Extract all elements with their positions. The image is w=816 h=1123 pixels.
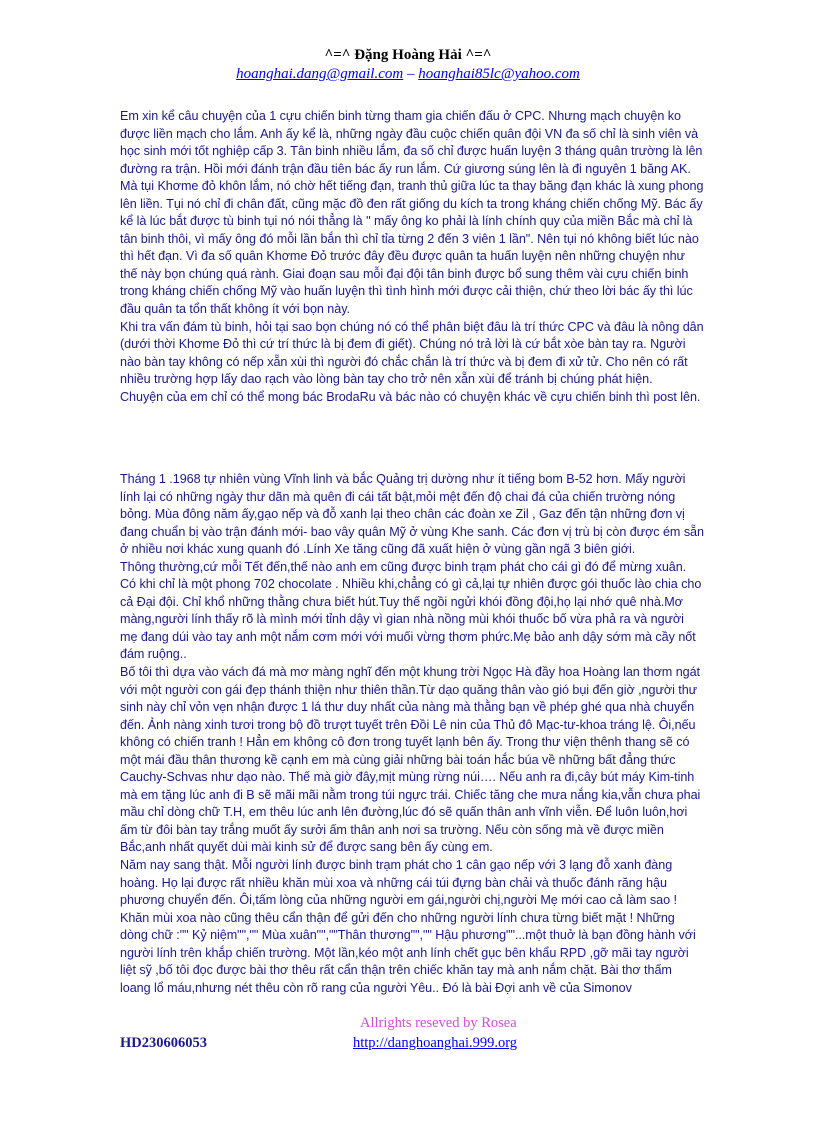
- document-header: [0, 46, 816, 84]
- email-link-gmail[interactable]: hoanghai.dang@gmail.com: [236, 66, 404, 82]
- document-code: HD230606053: [120, 1035, 207, 1051]
- email-link-yahoo[interactable]: hoanghai85lc@yahoo.com: [418, 66, 580, 82]
- paragraph: Em xin kể câu chuyện của 1 cựu chiến binh từng tham gia chiến đấu ở CPC. Nhưng mạch chuyện ko được liền mạch cho lắm. Anh ấy kể là, những ngày đầu cuộc chiến quân đội VN đa số chỉ là sinh viên và học sinh mới tốt nghiệp cấp 3. Tân binh nhiều lắm, đa số chỉ được huấn luyện 3 tháng quân trường là lên đường ra trận. Hồi mới đánh trận đầu tiên bác ấy run lắm. Cứ giương súng lên là đi nguyên 1 băng AK. Mà tụi Khơme đỏ khôn lắm, nó chờ hết tiếng đạn, tranh thủ giữa lúc ta thay băng đạn khác là xung phong lên liền. Tụi nó chỉ đi chân đất, cũng mặc đồ đen rất giống du kích ta trong kháng chiến chống Mỹ. Bác ấy kể là lúc bắt được tù binh tụi nó nói thẳng là " mấy ông ko phải là lính chính quy của miền Bắc mà chỉ là tân binh thôi, vì mấy ông đó mỗi lần bắn thì chỉ tỉa từng 2 đến 3 viên 1 lần". Nên tụi nó không biết lúc nào thì hết đạn. Vì đa số quân Khơme Đỏ trước đây đều được quân ta huấn luyện nên những chuyện như thế này bọn chúng quá rành. Giai đoạn sau mỗi đại đội tân binh được bổ sung thêm vài cựu chiến binh trong kháng chiến chống Mỹ vào huấn luyện thì tình hình mới được cải thiện, chứ theo lời bác ấy thì lúc đầu quân ta tổn thất không ít với bọn này.: [120, 109, 704, 317]
- story-section-1968: [120, 471, 704, 997]
- paragraph: Thông thường,cứ mỗi Tết đến,thế nào anh em cũng được binh trạm phát cho cái gì đó để mừng xuân. Có khi chỉ là một phong 702 chocolate . Nhiều khi,chẳng có gì cả,lại tự nhiên được gói thuốc lào chia cho cả Đại đội. Chỉ khổ những thằng chưa biết hút.Tuy thế ngồi ngửi khói đồng đội,họ lại nhớ quê nhà.Mơ màng,người lính thấy rõ là mình mới tỉnh dậy vì gian nhà nồng mùi khói thuốc bố vừa phả ra và người mẹ đang dúi vào tay anh một nắm cơm mới với muối vừng thơm phức.Mẹ bảo anh dậy sớm mà cầy nốt đám ruộng..: [120, 559, 702, 662]
- paragraph: Năm nay sang thật. Mỗi người lính được binh trạm phát cho 1 cân gạo nếp với 3 lạng đỗ xanh đàng hoàng. Họ lại được rất nhiều khăn mùi xoa và những cái túi đựng bàn chải và thuốc đánh răng hậu phương chuyển đến. Ôi,tấm lòng của những người em gái,người chị,người Mẹ mới cao cả làm sao ! Khăn mùi xoa nào cũng thêu cẩn thận để gửi đến cho những người lính chưa từng biết mặt ! Những dòng chữ :"" Kỷ niệm"","" Mùa xuân"",""Thân thương"","" Hậu phương""...một thuở là bạn đồng hành với người lính trên khắp chiến trường. Một lần,kéo một anh lính chết gục bên khẩu RPD ,gỡ mãi tay người liệt sỹ ,bố tôi đọc được bài thơ thêu rất cẩn thận trên chiếc khăn tay mà anh nắm chặt. Bài thơ thấm loang lổ máu,nhưng nét thêu còn rõ rang của người Yêu.. Đó là bài Đợi anh về của Simonov: [120, 858, 696, 995]
- paragraph: Khi tra vấn đám tù binh, hỏi tại sao bọn chúng nó có thể phân biệt đâu là trí thức CPC và đâu là nông dân (dưới thời Khơme Đỏ thì cứ trí thức là bị đem đi giết). Chúng nó trả lời là cứ bắt xòe bàn tay ra. Người nào bàn tay không có nếp xẵn xùi thì người đó chắc chắn là trí thức và bị đem đi xử tử. Cho nên có rất nhiều trường hợp lấy dao rạch vào lòng bàn tay cho trở nên xẵn xùi để tránh bị chúng phát hiện.: [120, 319, 704, 387]
- paragraph: Chuyện của em chỉ có thể mong bác BrodaRu và bác nào có chuyện khác về cựu chiến binh thì post lên.: [120, 389, 701, 404]
- story-section-cpc: [120, 108, 704, 406]
- copyright-notice: Allrights reseved by Rosea: [360, 1015, 517, 1031]
- author-emails: [0, 65, 816, 84]
- paragraph: Tháng 1 .1968 tự nhiên vùng Vĩnh linh và bắc Quảng trị dường như ít tiếng bom B-52 hơn. Mấy người lính lại có những ngày thư dãn mà quên đi cái tất bật,mỏi mệt đến độ chai đá của chiến trường nóng bỏng. Mùa đông năm ấy,gạo nếp và đỗ xanh lại theo chân các đoàn xe Zil , Gaz đến tận những đơn vị đang chuẩn bị vào trận đánh mới- bao vây quân Mỹ ở vùng Khe sanh. Các đơn vị trù bị còn được ém sẵn ở nhiều nơi khác xung quanh đó .Lính Xe tăng cũng đã xuất hiện ở vùng gần ngã 3 biên giới.: [120, 472, 704, 557]
- website-link[interactable]: http://danghoanghai.999.org: [353, 1035, 518, 1051]
- paragraph: Bố tôi thì dựa vào vách đá mà mơ màng nghĩ đến một khung trời Ngọc Hà đầy hoa Hoàng lan thơm ngát với một người con gái đẹp thánh thiện như thiên thần.Từ dạo quăng thân vào gió bụi đến giờ ,người thư sinh này chỉ vỏn vẹn nhận được 1 lá thư duy nhất của nàng mà thằng bạn về phép ghé qua nhà chuyển đến. Ảnh nàng xinh tươi trong bộ đồ trượt tuyết trên Đồi Lê nin của Thủ đô Mạc-tư-khoa tráng lệ. Ôi,nếu không có chiến tranh ! Hẳn em không cô đơn trong tuyết lạnh bên ấy. Trong thư viện thênh thang sẽ có một mái đầu thân thương kề cạnh em mà cùng giải những bài toán hắc búa về những bất đẳng thức Cauchy-Schvas như dạo nào. Thế mà giờ đây,mịt mùng rừng núi…. Nếu anh ra đi,cây bút máy Kim-tinh mà em tặng lúc anh đi B sẽ mãi mãi nằm trong túi ngực trái. Chiếc tăng che mưa nắng kia,vẫn chưa phai mầu chỉ dòng chữ T.H, em thêu lúc anh lên đường,lúc đó sẽ quấn thân anh vĩnh viễn. Để luôn luôn,hơi ấm từ đôi bàn tay trắng muốt ấy sưởi ấm thân anh nơi sa trường. Nếu còn sống mà về được miền Bắc,anh nhất quyết dùi mài kinh sử để được sang bên ấy cùng em.: [120, 665, 701, 855]
- email-separator: –: [403, 66, 419, 82]
- author-title: ^=^ Đặng Hoàng Hải ^=^: [324, 47, 492, 63]
